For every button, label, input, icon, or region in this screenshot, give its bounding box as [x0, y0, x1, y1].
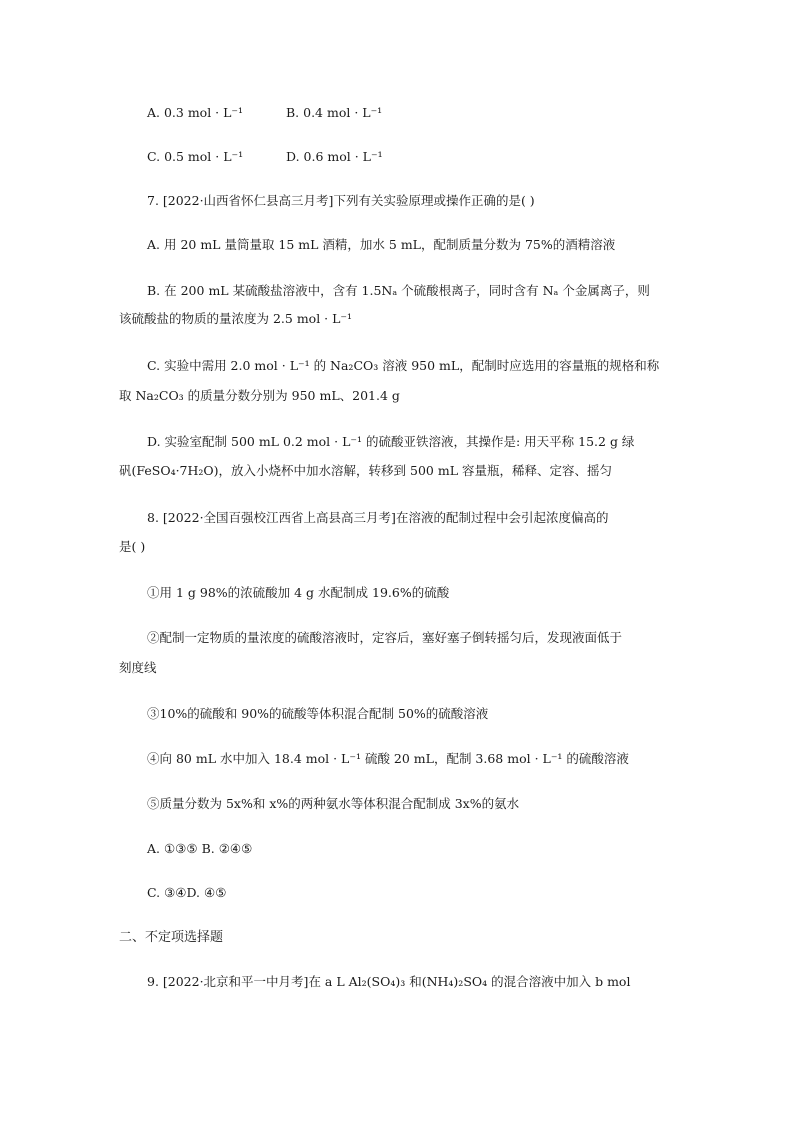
q7-stem: 7. [2022·山西省怀仁县高三月考]下列有关实验原理或操作正确的是( ): [147, 193, 535, 208]
q8-item-2-line1: ②配制一定物质的量浓度的硫酸溶液时，定容后，塞好塞子倒转摇匀后，发现液面低于: [147, 630, 623, 645]
q8-stem-line1: 8. [2022·全国百强校江西省上高县高三月考]在溶液的配制过程中会引起浓度偏高的: [147, 510, 609, 525]
q8-item-2-line2: 刻度线: [119, 660, 157, 675]
q7-option-a: A. 用 20 mL 量筒量取 15 mL 酒精，加水 5 mL，配制质量分数为 75%的酒精溶液: [147, 237, 616, 252]
q6-option-b: B. 0.4 mol · L⁻¹: [286, 105, 383, 120]
q6-option-a: A. 0.3 mol · L⁻¹: [147, 105, 244, 120]
q8-options-line1: A. ①③⑤ B. ②④⑤: [147, 841, 253, 856]
q7-option-c-line1: C. 实验中需用 2.0 mol · L⁻¹ 的 Na₂CO₃ 溶液 950 mL，配制时应选用的容量瓶的规格和称: [147, 358, 660, 373]
q6-option-d: D. 0.6 mol · L⁻¹: [286, 149, 383, 164]
q7-option-b-line1: B. 在 200 mL 某硫酸盐溶液中，含有 1.5Nₐ 个硫酸根离子，同时含有 Nₐ 个金属离子，则: [147, 283, 650, 298]
q8-options-line2: C. ③④D. ④⑤: [147, 885, 227, 900]
q7-option-b-line2: 该硫酸盐的物质的量浓度为 2.5 mol · L⁻¹: [119, 311, 353, 326]
q7-option-d-line2: 矾(FeSO₄·7H₂O)，放入小烧杯中加水溶解，转移到 500 mL 容量瓶，稀释、定容、摇匀: [119, 463, 612, 478]
q8-item-1: ①用 1 g 98%的浓硫酸加 4 g 水配制成 19.6%的硫酸: [147, 585, 450, 600]
q7-option-d-line1: D. 实验室配制 500 mL 0.2 mol · L⁻¹ 的硫酸亚铁溶液，其操作是: 用天平称 15.2 g 绿: [147, 434, 635, 449]
q7-option-c-line2: 取 Na₂CO₃ 的质量分数分别为 950 mL、201.4 g: [119, 388, 400, 403]
q8-stem-line2: 是( ): [119, 539, 146, 554]
section-heading: 二、不定项选择题: [119, 930, 224, 945]
q9-stem-line1: 9. [2022·北京和平一中月考]在 a L Al₂(SO₄)₃ 和(NH₄)₂SO₄ 的混合溶液中加入 b mol: [147, 974, 631, 989]
q8-item-4: ④向 80 mL 水中加入 18.4 mol · L⁻¹ 硫酸 20 mL，配制 3.68 mol · L⁻¹ 的硫酸溶液: [147, 751, 629, 766]
q6-option-c: C. 0.5 mol · L⁻¹: [147, 149, 244, 164]
q8-item-3: ③10%的硫酸和 90%的硫酸等体积混合配制 50%的硫酸溶液: [147, 706, 489, 721]
q8-item-5: ⑤质量分数为 5x%和 x%的两种氨水等体积混合配制成 3x%的氨水: [147, 796, 520, 811]
